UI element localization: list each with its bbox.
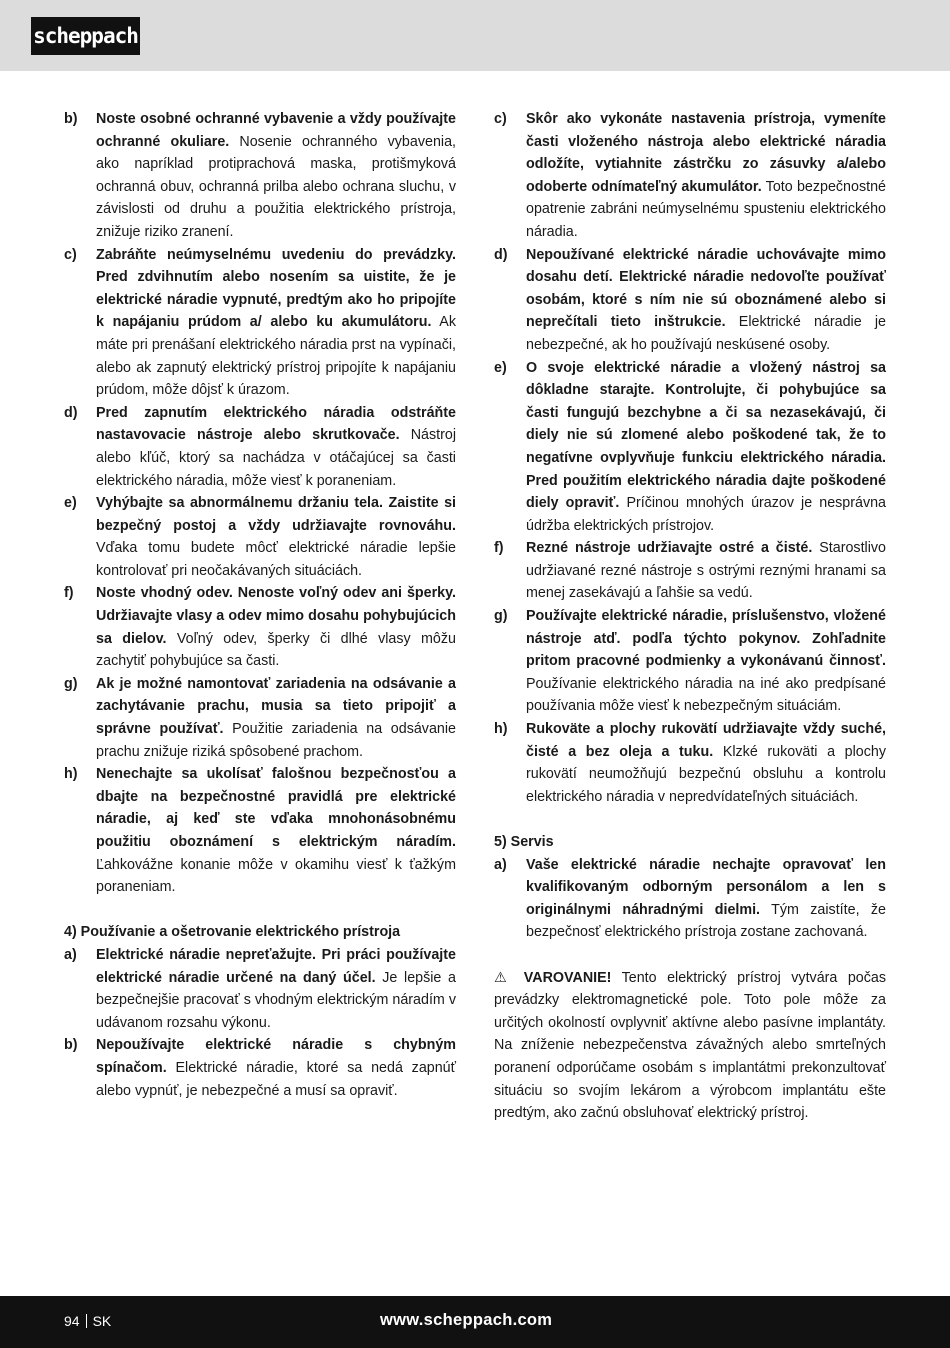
item-regular-text: Ľahkovážne konanie môže v okamihu viesť k ťažkým poraneniam. [96, 856, 456, 896]
warning-icon: ⚠ [494, 969, 514, 986]
item-regular-text: Ak máte pri prenášaní elektrického náradia prst na vypínači, alebo ak zapnutý elektrický prístroj pripojíte k napájaniu prúdom, môže dôjsť k úrazom. [96, 314, 456, 399]
item-regular-text: Vďaka tomu budete môcť elektrické náradie lepšie kontrolovať pri neočakávaných situáciách. [96, 540, 456, 579]
list-item [494, 854, 886, 944]
item-label: g) [494, 608, 508, 625]
website-url[interactable]: www.scheppach.com [380, 1311, 553, 1329]
list-item [64, 402, 456, 492]
item-text [526, 108, 886, 244]
item-text [526, 537, 886, 605]
item-regular-text: Elektrické náradie je nebezpečné, ak ho používajú neskúsené osoby. [526, 314, 886, 353]
item-label: f) [494, 540, 504, 557]
item-text [96, 108, 456, 244]
item-label: c) [64, 246, 77, 263]
item-bold-text: Vyhýbajte sa abnormálnemu držaniu tela. Zaistite si bezpečný postoj a vždy udržiavajte rovnováhu. [96, 495, 456, 534]
item-regular-text: Nosenie ochranného vybavenia, ako napríklad protiprachová maska, protišmyková ochranná obuv, ochranná prilba alebo ochrana sluchu, v závislosti od druhu a použitia elektrického prístroja, znižuje riziko zranení. [96, 133, 456, 240]
item-regular-text: Používanie elektrického náradia na iné ako predpísané používania môže viesť k nebezpečným situáciám. [526, 675, 886, 715]
item-label: e) [494, 359, 507, 376]
list-item [494, 605, 886, 718]
item-text [96, 582, 456, 672]
page-number-value: 94 [64, 1313, 80, 1329]
item-label: b) [64, 111, 78, 127]
item-text [526, 605, 886, 718]
item-label: e) [64, 495, 77, 512]
item-regular-text: Starostlivo udržiavané rezné nástroje s ostrými reznými hranami sa menej zasekávajú a ľahšie sa vedú. [526, 540, 886, 602]
item-bold-text: Noste osobné ochranné vybavenie a vždy používajte ochranné okuliare. [96, 111, 456, 150]
list-item [64, 108, 456, 244]
language-code: SK [92, 1313, 112, 1329]
list-item [64, 673, 456, 763]
page-number [64, 1310, 111, 1332]
list-item [64, 944, 456, 1034]
item-bold-text: Rukoväte a plochy rukovätí udržiavajte vždy suché, čisté a bez oleja a tuku. [526, 721, 886, 760]
item-bold-text: Noste vhodný odev. Nenoste voľný odev ani šperky. Udržiavajte vlasy a odev mimo dosahu pohybujúcich sa dielov. [96, 585, 456, 647]
item-bold-text: Používajte elektrické náradie, príslušenstvo, vložené nástroje atď. podľa týchto pokynov. Zohľadnite pritom pracovné podmienky a vykonávanú činnosť. [526, 608, 886, 670]
item-regular-text: Voľný odev, šperky či dlhé vlasy môžu zachytiť pohybujúce sa časti. [96, 630, 456, 670]
section-heading: 5) Servis [494, 834, 554, 850]
item-text [526, 718, 886, 808]
item-regular-text: Príčinou mnohých úrazov je nesprávna údržba elektrických prístrojov. [526, 495, 887, 534]
item-label: c) [494, 111, 507, 127]
item-regular-text: Elektrické náradie, ktoré sa nedá zapnúť alebo vypnúť, je nebezpečné a musí sa opraviť. [96, 1059, 456, 1099]
item-label: a) [494, 856, 507, 873]
item-text [526, 244, 886, 357]
list-item [64, 492, 456, 582]
item-regular-text: Použitie zariadenia na odsávanie prachu znižuje riziká spôsobené prachom. [96, 721, 456, 760]
item-regular-text: Je lepšie a bezpečnejšie pracovať s vhodným elektrickým náradím v udávanom rozsahu výkonu. [96, 969, 456, 1031]
warning-label: VAROVANIE! [523, 969, 612, 986]
left-column [64, 108, 456, 1102]
item-text [526, 854, 886, 944]
item-label: a) [64, 946, 77, 963]
item-text [96, 402, 456, 492]
item-label: b) [64, 1037, 78, 1054]
item-text [96, 492, 456, 582]
item-regular-text: Nástroj alebo kľúč, ktorý sa nachádza v otáčajúcej sa časti elektrického náradia, môže viesť k poraneniam. [96, 427, 456, 489]
separator [86, 1314, 87, 1328]
item-bold-text: Nepoužívané elektrické náradie uchovávajte mimo dosahu detí. Elektrické náradie nedovoľte používať osobám, ktoré s ním nie sú oboznámené alebo si neprečítali tieto inštrukcie. [526, 246, 886, 331]
item-bold-text: Zabráňte neúmyselnému uvedeniu do prevádzky. Pred zdvihnutím alebo nosením sa uistite, že je elektrické náradie vypnuté, predtým ako ho pripojíte k napájaniu prúdom a/ alebo ku akumulátoru. [96, 246, 456, 331]
item-text [526, 357, 886, 538]
header-bar [0, 0, 950, 71]
item-label: d) [64, 404, 78, 421]
list-item [494, 718, 886, 808]
item-text [96, 673, 456, 763]
right-column [494, 108, 886, 1125]
item-regular-text: Toto bezpečnostné opatrenie zabráni neúmyselnému spusteniu elektrického náradia. [526, 178, 886, 240]
item-bold-text: Pred zapnutím elektrického náradia odstráňte nastavovacie nástroje alebo skrutkovače. [96, 404, 456, 444]
spacer [494, 944, 886, 967]
item-bold-text: O svoje elektrické náradie a vložený nástroj sa dôkladne starajte. Kontrolujte, či pohybujúce sa časti fungujú bezchybne a či sa nezasekávajú, či diely nie sú zlomené alebo poškodené tak, že to negatívne ovplyvňuje funkciu elektrického náradia. Pred použitím elektrického náradia dajte poškodené diely opraviť. [526, 359, 886, 512]
item-bold-text: Vaše elektrické náradie nechajte opravovať len kvalifikovaným odborným personálom a len s originálnymi náhradnými dielmi. [526, 856, 886, 918]
item-bold-text: Ak je možné namontovať zariadenia na odsávanie a zachytávanie prachu, musia sa tieto pripojiť a správne používať. [96, 675, 456, 738]
item-regular-text: Klzké rukoväti a plochy rukovätí neumožňujú bezpečnú obsluhu a kontrolu elektrického náradia v nepredvídateľných situáciách. [526, 743, 886, 805]
item-label: h) [494, 721, 508, 738]
warning-text: Tento elektrický prístroj vytvára počas prevádzky elektromagnetické pole. Toto pole môže za určitých okolností ovplyvniť aktívne alebo pasívne implantáty. Na zníženie nebezpečenstva závažných alebo smrteľných poranení odporúčame osobám s implantátmi prekonzultovať situáciu so svojím lekárom a výrobcom implantátu ešte predtým, ako začnú obsluhovať elektrický prístroj. [494, 969, 886, 1122]
item-bold-text: Rezné nástroje udržiavajte ostré a čisté. [526, 540, 813, 557]
footer-bar [0, 1296, 950, 1348]
item-label: h) [64, 766, 78, 783]
item-label: g) [64, 675, 78, 692]
section-heading: 4) Používanie a ošetrovanie elektrického prístroja [64, 924, 401, 941]
list-item [494, 357, 886, 538]
list-item [494, 537, 886, 605]
list-item [494, 244, 886, 357]
item-text [96, 763, 456, 899]
item-text [96, 1034, 456, 1102]
item-bold-text: Elektrické náradie nepreťažujte. Pri práci používajte elektrické náradie určené na daný účel. [96, 946, 456, 986]
item-regular-text: Tým zaistíte, že bezpečnosť elektrického prístroja zostane zachovaná. [526, 901, 886, 941]
spacer [494, 808, 886, 831]
item-bold-text: Nepoužívajte elektrické náradie s chybným spínačom. [96, 1037, 456, 1076]
item-bold-text: Nenechajte sa ukolísať falošnou bezpečnosťou a dbajte na bezpečnostné pravidlá pre elektrické náradie, aj keď ste vďaka mnohonásobnému použitiu oboznámení s elektrickým náradím. [96, 766, 456, 850]
list-item [64, 1034, 456, 1102]
item-label: d) [494, 246, 508, 263]
item-label: f) [64, 585, 74, 602]
scheppach-logo: scheppach [31, 17, 140, 55]
list-item [64, 582, 456, 672]
warning-paragraph [494, 967, 886, 1125]
item-bold-text: Skôr ako vykonáte nastavenia prístroja, vymeníte časti vloženého nástroja alebo elektrické náradia odložíte, vytiahnite zástrčku zo zásuvky a/alebo odoberte odnímateľný akumulátor. [526, 111, 886, 195]
list-item [494, 108, 886, 244]
item-text [96, 244, 456, 402]
list-item [64, 244, 456, 402]
spacer [64, 899, 456, 922]
item-text [96, 944, 456, 1034]
list-item [64, 763, 456, 899]
